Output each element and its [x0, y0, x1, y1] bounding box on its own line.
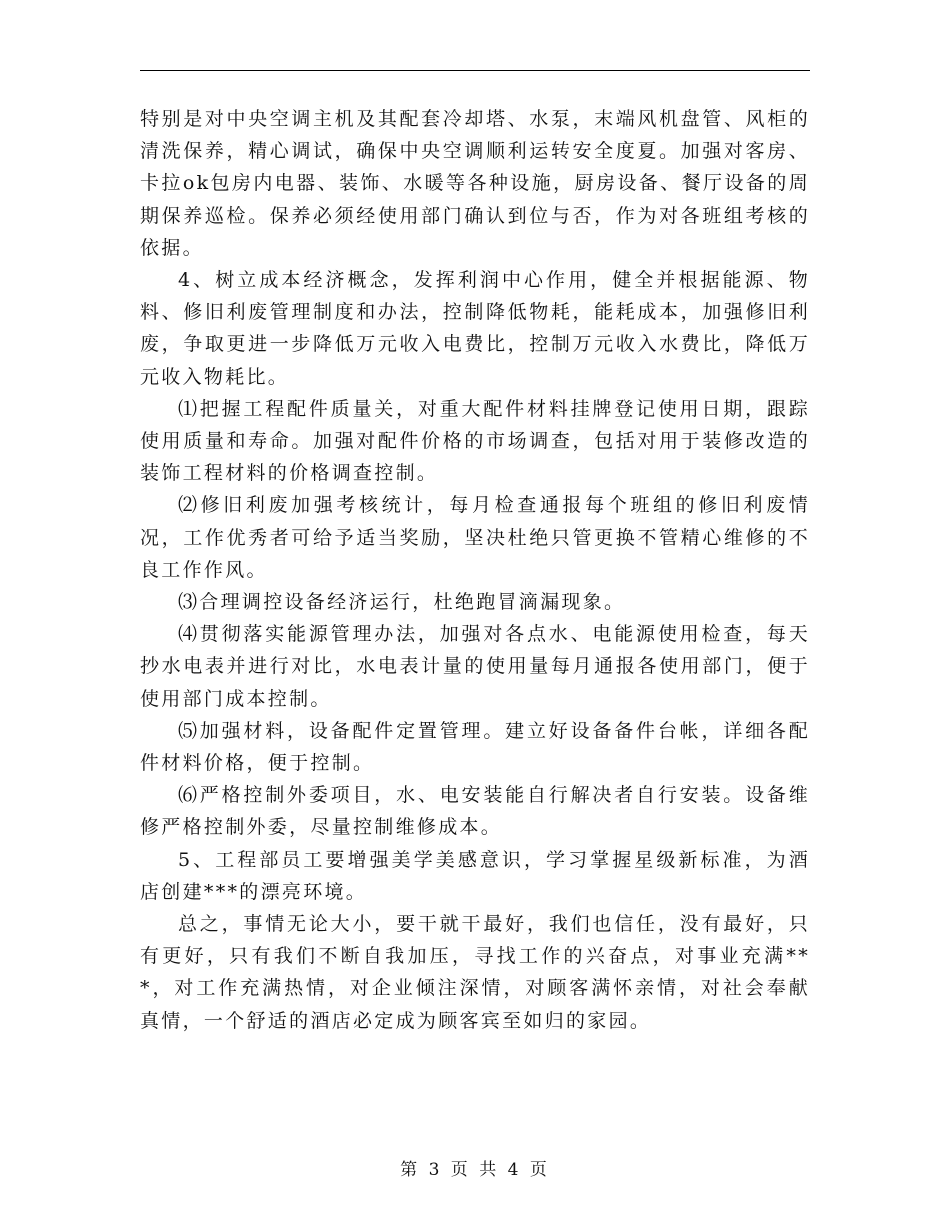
paragraph-subitem-1: ⑴把握工程配件质量关，对重大配件材料挂牌登记使用日期，跟踪使用质量和寿命。加强对配件价格的市场调查，包括对用于装修改造的装饰工程材料的价格调查控制。	[140, 397, 810, 485]
paragraph-subitem-2: ⑵修旧利废加强考核统计，每月检查通报每个班组的修旧利废情况，工作优秀者可给予适当奖励，坚决杜绝只管更换不管精心维修的不良工作作风。	[140, 494, 810, 581]
paragraph-subitem-6: ⑹严格控制外委项目，水、电安装能自行解决者自行安装。设备维修严格控制外委，尽量控制维修成本。	[140, 784, 810, 839]
header-rule	[140, 70, 810, 71]
paragraph-item-4: 4、树立成本经济概念，发挥利润中心作用，健全并根据能源、物料、修旧利废管理制度和办法，控制降低物耗，能耗成本，加强修旧利废，争取更进一步降低万元收入电费比，控制万元收入水费比，降低万元收入物耗比。	[140, 269, 810, 388]
paragraph-item-5: 5、工程部员工要增强美学美感意识，学习掌握星级新标准，为酒店创建***的漂亮环境。	[140, 848, 810, 903]
paragraph-conclusion: 总之，事情无论大小，要干就干最好，我们也信任，没有最好，只有更好，只有我们不断自我加压，寻找工作的兴奋点，对事业充满***，对工作充满热情，对企业倾注深情，对顾客满怀亲情，对社会奉献真情，一个舒适的酒店必定成为顾客宾至如归的家园。	[140, 913, 810, 1032]
paragraph-subitem-4: ⑷贯彻落实能源管理办法，加强对各点水、电能源使用检查，每天抄水电表并进行对比，水电表计量的使用量每月通报各使用部门，便于使用部门成本控制。	[140, 623, 810, 710]
page-number-footer: 第 3 页 共 4 页	[400, 1160, 550, 1180]
document-body	[140, 103, 810, 1037]
paragraph-subitem-5: ⑸加强材料，设备配件定置管理。建立好设备备件台帐，详细各配件材料价格，便于控制。	[140, 719, 810, 775]
paragraph-continued: 特别是对中央空调主机及其配套冷却塔、水泵，末端风机盘管、风柜的清洗保养，精心调试，确保中央空调顺利运转安全度夏。加强对客房、卡拉ok包房内电器、装饰、水暖等各种设施，厨房设备、餐厅设备的周期保养巡检。保养必须经使用部门确认到位与否，作为对各班组考核的依据。	[140, 108, 810, 259]
paragraph-subitem-3: ⑶合理调控设备经济运行，杜绝跑冒滴漏现象。	[178, 591, 626, 614]
